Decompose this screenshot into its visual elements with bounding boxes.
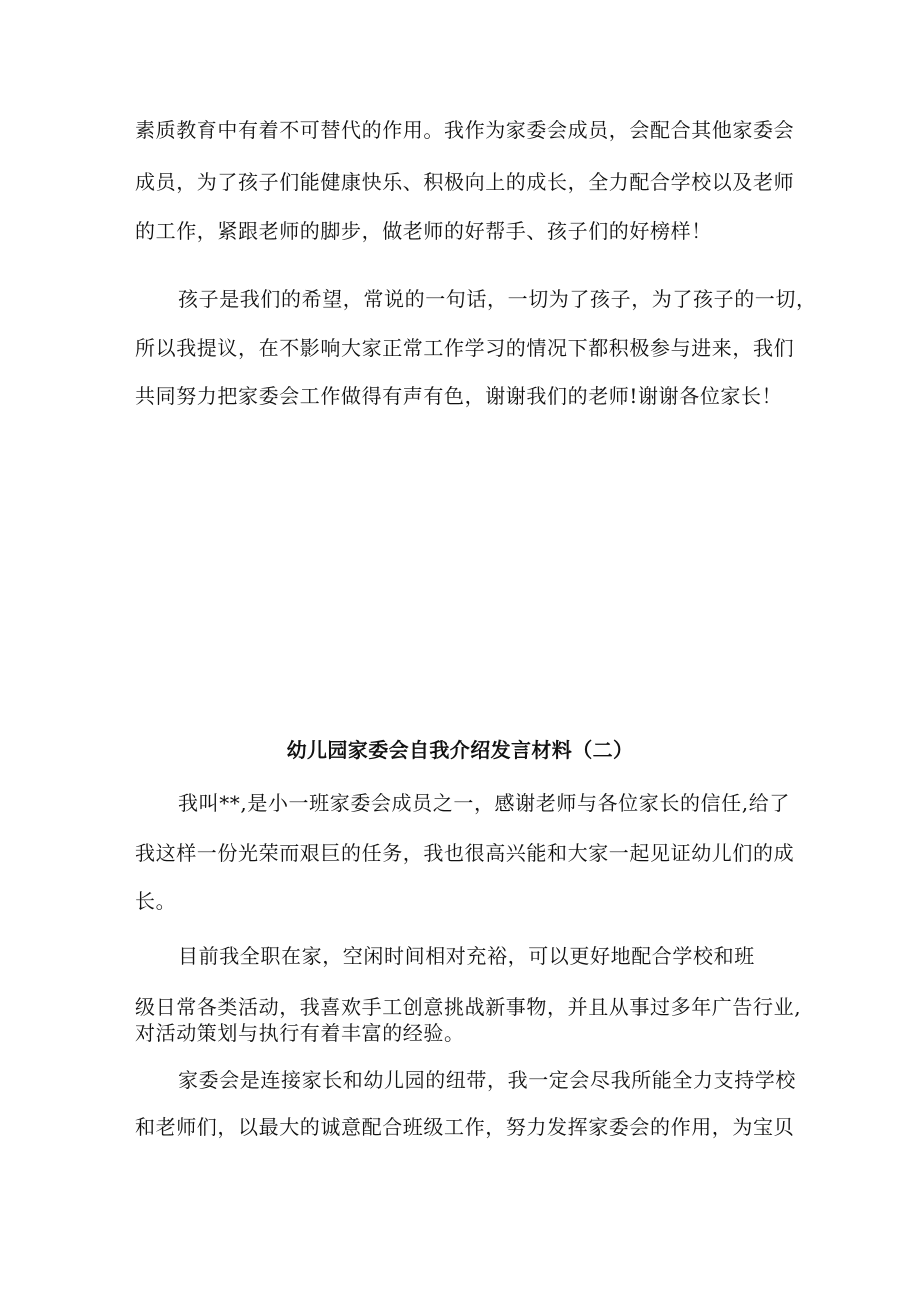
text-line: 共同努力把家委会工作做得有声有色，谢谢我们的老师!谢谢各位家长！ — [135, 384, 783, 408]
text-line: 家委会是连接家长和幼儿园的纽带，我一定会尽我所能全力支持学校 — [178, 1068, 796, 1092]
text-line: 我这样一份光荣而艰巨的任务，我也很高兴能和大家一起见证幼儿们的成 — [135, 841, 795, 865]
text-line: 孩子是我们的希望，常说的一句话，一切为了孩子，为了孩子的一切， — [178, 287, 817, 311]
text-line: 所以我提议，在不影响大家正常工作学习的情况下都积极参与进来，我们 — [135, 336, 795, 360]
text-line: 目前我全职在家，空闲时间相对充裕，可以更好地配合学校和班 — [178, 944, 755, 968]
text-line: 长。 — [135, 889, 177, 913]
section-title: 幼儿园家委会自我介绍发言材料（二） — [286, 738, 634, 762]
text-line: 成员，为了孩子们能健康快乐、积极向上的成长，全力配合学校以及老师 — [135, 170, 795, 194]
text-line: 素质教育中有着不可替代的作用。我作为家委会成员，会配合其他家委会 — [135, 118, 795, 142]
text-line: 的工作，紧跟老师的脚步，做老师的好帮手、孩子们的好榜样！ — [135, 219, 712, 243]
text-line: 我叫**,是小一班家委会成员之一，感谢老师与各位家长的信任,给了 — [178, 791, 790, 815]
text-line: 级日常各类活动，我喜欢手工创意挑战新事物，并且从事过多年广告行业, — [135, 995, 802, 1019]
text-line: 对活动策划与执行有着丰富的经验。 — [135, 1021, 465, 1045]
text-line: 和老师们，以最大的诚意配合班级工作，努力发挥家委会的作用，为宝贝 — [135, 1115, 795, 1139]
